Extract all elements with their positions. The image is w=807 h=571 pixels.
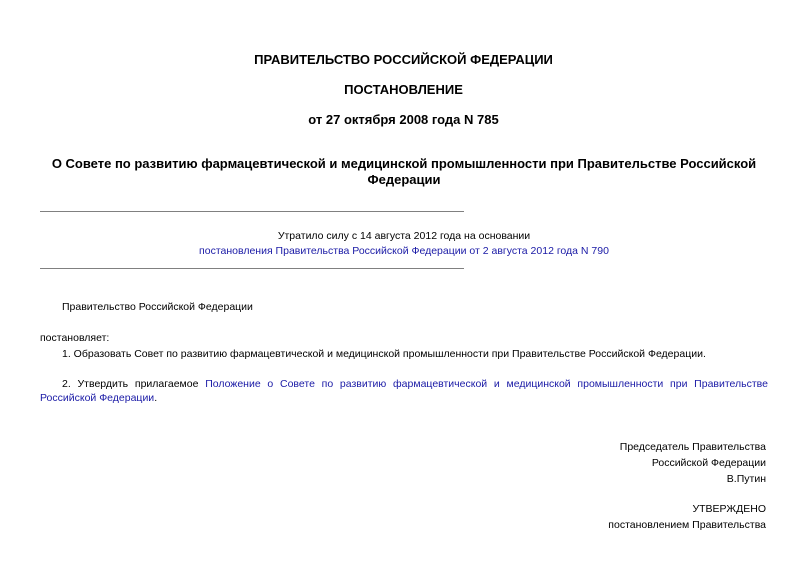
divider-bottom xyxy=(40,268,464,269)
approval-source: постановлением Правительства xyxy=(608,519,766,531)
government-heading: ПРАВИТЕЛЬСТВО РОССИЙСКОЙ ФЕДЕРАЦИИ xyxy=(254,52,553,67)
decree-item-1: 1. Образовать Совет по развитию фармацевтической и медицинской промышленности при Правительстве Российской Федерации. xyxy=(62,348,706,360)
repeal-note: Утратило силу с 14 августа 2012 года на основании xyxy=(277,230,531,242)
regulation-link[interactable]: Положение о Совете по развитию фармацевтической и медицинской промышленности при Правительстве Российской Федерации xyxy=(40,378,768,404)
decree-item-2-text: 2. Утвердить прилагаемое xyxy=(62,378,206,390)
decree-item-2 xyxy=(40,377,768,405)
document-date: от 27 октября 2008 года N 785 xyxy=(308,112,499,127)
signature-organization: Российской Федерации xyxy=(651,457,766,469)
signatory-name: В.Путин xyxy=(726,473,766,485)
divider-top xyxy=(40,211,464,212)
decree-item-2-end: . xyxy=(154,392,158,404)
document-type: ПОСТАНОВЛЕНИЕ xyxy=(344,82,463,97)
signature-title: Председатель Правительства xyxy=(619,441,766,453)
repeal-document-link[interactable]: постановления Правительства Российской Федерации от 2 августа 2012 года N 790 xyxy=(199,245,609,257)
issuer-name: Правительство Российской Федерации xyxy=(62,301,253,313)
document-title: О Совете по развитию фармацевтической и медицинской промышленности при Правительстве Российской Федерации xyxy=(51,156,757,187)
approval-heading: УТВЕРЖДЕНО xyxy=(692,503,766,515)
decrees-label: постановляет: xyxy=(40,332,110,344)
